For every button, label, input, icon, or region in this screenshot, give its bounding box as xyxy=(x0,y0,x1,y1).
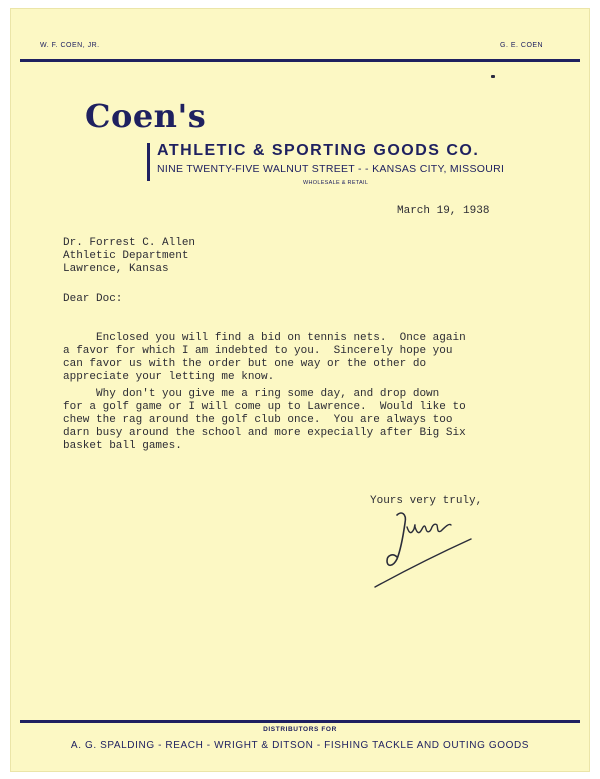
body-line: basket ball games. xyxy=(63,440,182,452)
partner-name-left: W. F. COEN, JR. xyxy=(40,42,100,49)
distributors-label: DISTRIBUTORS FOR xyxy=(263,726,337,733)
company-tagline: WHOLESALE & RETAIL xyxy=(303,180,369,186)
body-paragraph xyxy=(63,388,466,453)
ink-mark xyxy=(491,75,495,78)
body-line: Why don't you give me a ring some day, and drop down xyxy=(63,388,440,400)
handwritten-signature xyxy=(367,503,477,593)
logo-bar xyxy=(147,143,150,181)
closing: Yours very truly, xyxy=(370,495,483,507)
company-address: NINE TWENTY-FIVE WALNUT STREET - - KANSAS CITY, MISSOURI xyxy=(157,163,505,175)
letter-sheet xyxy=(10,8,590,772)
recipient-line: Dr. Forrest C. Allen xyxy=(63,237,196,249)
body-line: can favor us with the order but one way or the other do xyxy=(63,358,427,370)
partner-name-right: G. E. COEN xyxy=(500,42,544,49)
body-line: darn busy around the school and more expecially after Big Six xyxy=(63,427,466,439)
company-logo: Coen's xyxy=(85,97,207,135)
letter-date: March 19, 1938 xyxy=(397,205,490,217)
recipient-line: Athletic Department xyxy=(63,250,189,262)
body-paragraph xyxy=(63,332,466,384)
body-line: a favor for which I am indebted to you. Sincerely hope you xyxy=(63,345,453,357)
body-line: chew the rag around the golf club once. You are always too xyxy=(63,414,453,426)
footer-rule xyxy=(20,720,580,723)
company-name: ATHLETIC & SPORTING GOODS CO. xyxy=(157,142,480,159)
body-line: appreciate your letting me know. xyxy=(63,371,275,383)
recipient-address xyxy=(63,237,195,276)
recipient-line: Lawrence, Kansas xyxy=(63,263,169,275)
distributors-list: A. G. SPALDING - REACH - WRIGHT & DITSON - FISHING TACKLE AND OUTING GOODS xyxy=(70,740,530,751)
header-rule xyxy=(20,59,580,62)
body-line: Enclosed you will find a bid on tennis nets. Once again xyxy=(63,332,466,344)
salutation: Dear Doc: xyxy=(63,293,123,305)
body-line: for a golf game or I will come up to Lawrence. Would like to xyxy=(63,401,466,413)
